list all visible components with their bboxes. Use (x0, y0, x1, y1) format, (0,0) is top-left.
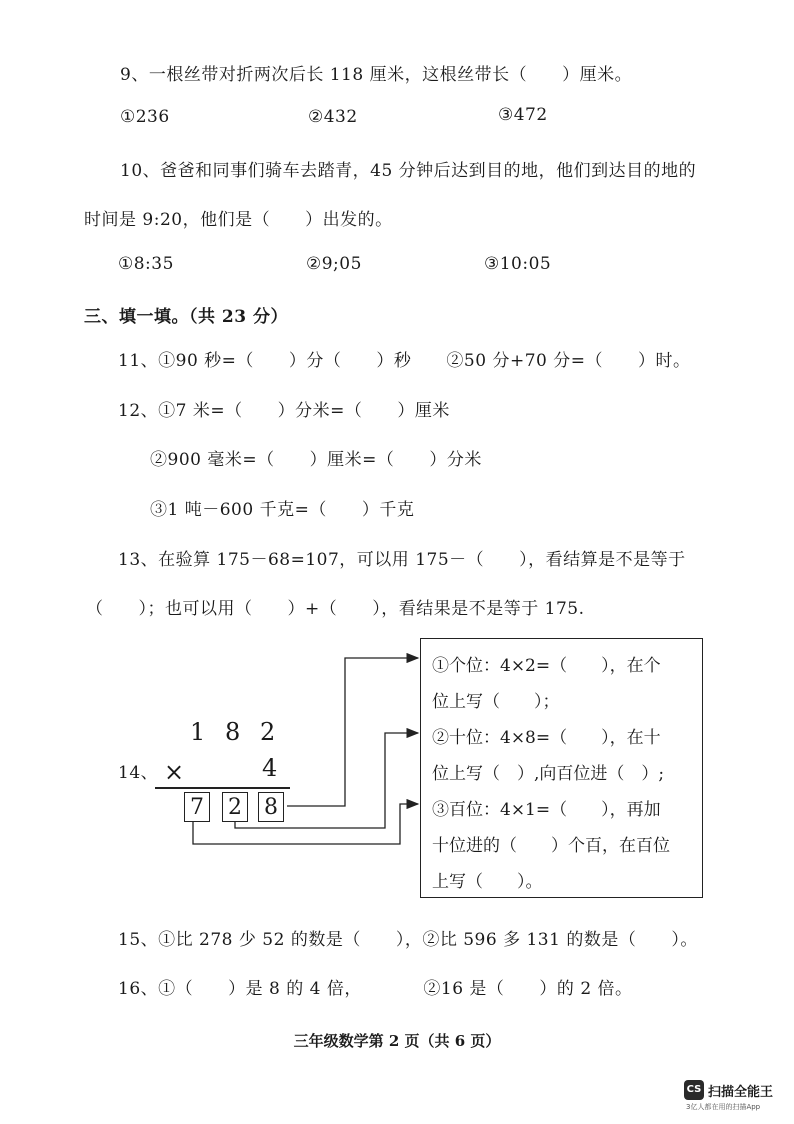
q14-multiplicand-tens: 8 (225, 718, 241, 746)
q14-result-ones: 8 (258, 792, 284, 822)
q13-line1: 13、在验算 175－68=107，可以用 175－（ ），看结算是不是等于 (118, 550, 686, 570)
scanner-watermark (684, 1080, 788, 1116)
camscanner-logo-icon: CS (684, 1080, 704, 1100)
q14-result-tens: 2 (222, 792, 248, 822)
q14-explain-line: 位上写（ ）； (432, 692, 560, 712)
q14-multiplier: 4 (262, 754, 278, 782)
q14-arrow-ones (287, 658, 418, 806)
q14-explain-line: ③百位：4×1=（ ），再加 (432, 800, 661, 820)
q10-stem-line2: 时间是 9:20，他们是（ ）出发的。 (84, 210, 393, 230)
q10-stem-line1: 10、爸爸和同事们骑车去踏青，45 分钟后达到目的地，他们到达目的地的 (120, 161, 697, 181)
q14-operator: × (164, 758, 185, 786)
q14-explain-line: 上写（ ）。 (432, 872, 543, 892)
q13-line2: （ ）；也可以用（ ）+（ ），看结果是不是等于 175. (86, 599, 585, 619)
q9-option-2: ②432 (308, 107, 358, 127)
q9-option-1: ①236 (120, 107, 170, 127)
q14-label: 14、 (118, 763, 159, 783)
q14-explain-line: 位上写（ ）,向百位进（ ）; (432, 764, 665, 784)
q14-result-hundreds: 7 (184, 792, 210, 822)
watermark-name: 扫描全能王 (708, 1085, 774, 1100)
q11-text: 11、①90 秒=（ ）分（ ）秒 ②50 分+70 分=（ ）时。 (118, 351, 691, 371)
q14-explain-line: ①个位：4×2=（ ），在个 (432, 656, 661, 676)
q12-part3: ③1 吨－600 千克=（ ）千克 (150, 500, 415, 520)
q12-part2: ②900 毫米=（ ）厘米=（ ）分米 (150, 450, 482, 470)
q10-option-2: ②9;05 (306, 254, 362, 274)
q14-multiplicand-ones: 2 (260, 718, 276, 746)
q16-text: 16、①（ ）是 8 的 4 倍， ②16 是（ ）的 2 倍。 (118, 979, 633, 999)
section3-heading: 三、填一填。（共 23 分） (84, 307, 288, 327)
page-footer: 三年级数学第 2 页（共 6 页） (293, 1032, 501, 1050)
q14-explanation-box (420, 638, 703, 898)
q10-option-1: ①8:35 (118, 254, 174, 274)
q15-text: 15、①比 278 少 52 的数是（ ），②比 596 多 131 的数是（ ）。 (118, 930, 698, 950)
q14-explain-line: 十位进的（ ）个百，在百位 (432, 836, 670, 856)
q14-multiplicand-hundreds: 1 (190, 718, 206, 746)
q12-part1: 12、①7 米=（ ）分米=（ ）厘米 (118, 401, 450, 421)
watermark-tagline: 3亿人都在用的扫描App (686, 1103, 761, 1111)
q9-stem: 9、一根丝带对折两次后长 118 厘米，这根丝带长（ ）厘米。 (120, 65, 633, 85)
q14-explain-line: ②十位：4×8=（ ），在十 (432, 728, 661, 748)
q10-option-3: ③10:05 (484, 254, 552, 274)
q9-option-3: ③472 (498, 105, 548, 125)
